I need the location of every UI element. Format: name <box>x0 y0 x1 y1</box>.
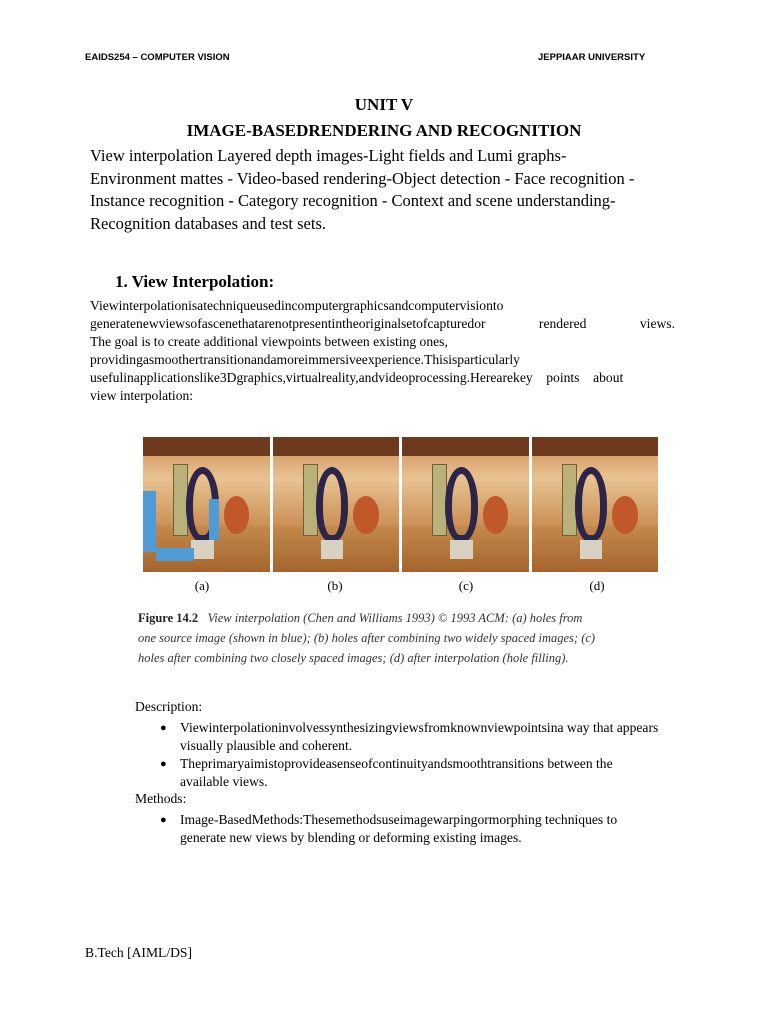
running-header-course: EAIDS254 – COMPUTER VISION <box>85 52 230 63</box>
panel-label-a: (a) <box>194 578 210 593</box>
figure-panel-c <box>402 437 529 572</box>
syllabus-block <box>90 145 680 235</box>
list-item: ● Image-BasedMethods:Thesemethodsuseimagewarpingormorphing techniques to generate new views by blending or deforming existing images. <box>160 811 660 847</box>
paragraph-line: view interpolation: <box>90 388 194 403</box>
syllabus-line: View interpolation Layered depth images-Light fields and Lumi graphs- <box>90 146 567 165</box>
description-list <box>160 719 665 791</box>
caption-line: View interpolation (Chen and Williams 1993) © 1993 ACM: (a) holes from <box>207 611 583 625</box>
intro-paragraph <box>90 297 675 405</box>
syllabus-line: Instance recognition - Category recognition - Context and scene understanding- <box>90 191 616 210</box>
paragraph-line: The goal is to create additional viewpoints between existing ones, <box>90 334 448 349</box>
syllabus-line: Environment mattes - Video-based rendering-Object detection - Face recognition - <box>90 168 635 188</box>
paragraph-line: Viewinterpolationisatechniqueusedincomputergraphicsandcomputervisionto <box>90 298 504 313</box>
paragraph-line: usefulinapplicationslike3Dgraphics,virtualreality,andvideoprocessing.Herearekey points about <box>90 370 624 385</box>
hole-region <box>209 499 219 540</box>
hole-region <box>143 491 156 552</box>
methods-label: Methods: <box>135 791 187 806</box>
figure-panel-a <box>143 437 270 572</box>
hole-region <box>156 548 194 562</box>
caption-line: holes after combining two closely spaced images; (d) after interpolation (hole filling). <box>138 651 569 665</box>
unit-title: IMAGE-BASEDRENDERING AND RECOGNITION <box>186 121 582 140</box>
page-footer: B.Tech [AIML/DS] <box>85 945 193 960</box>
figure-number: Figure 14.2 <box>138 611 199 625</box>
figure-panel-b <box>273 437 400 572</box>
list-item: ● Viewinterpolationinvolvessynthesizingviewsfromknownviewpointsina way that appears visually plausible and coherent. <box>160 719 665 755</box>
figure-caption <box>138 608 663 668</box>
paragraph-line: generatenewviewsofascenethatarenotpresentintheoriginalsetofcapturedor rendered views. <box>90 316 675 331</box>
panel-label-b: (b) <box>327 578 343 593</box>
panel-label-d: (d) <box>589 578 605 593</box>
view-interpolation-figure <box>143 437 658 572</box>
list-item: ● Theprimaryaimistoprovideasenseofcontinuityandsmoothtransitions between the available views. <box>160 755 665 791</box>
methods-list <box>160 811 660 847</box>
running-header-university: JEPPIAAR UNIVERSITY <box>538 52 646 63</box>
figure-panel-d <box>532 437 659 572</box>
description-label: Description: <box>135 699 203 714</box>
unit-number: UNIT V <box>354 95 414 114</box>
panel-label-c: (c) <box>458 578 474 593</box>
syllabus-line: Recognition databases and test sets. <box>90 213 326 233</box>
paragraph-line: providingasmoothertransitionandamoreimmersiveexperience.Thisisparticularly <box>90 352 520 367</box>
section-heading: 1. View Interpolation: <box>115 272 275 291</box>
caption-line: one source image (shown in blue); (b) holes after combining two widely spaced images; (c) <box>138 631 596 645</box>
